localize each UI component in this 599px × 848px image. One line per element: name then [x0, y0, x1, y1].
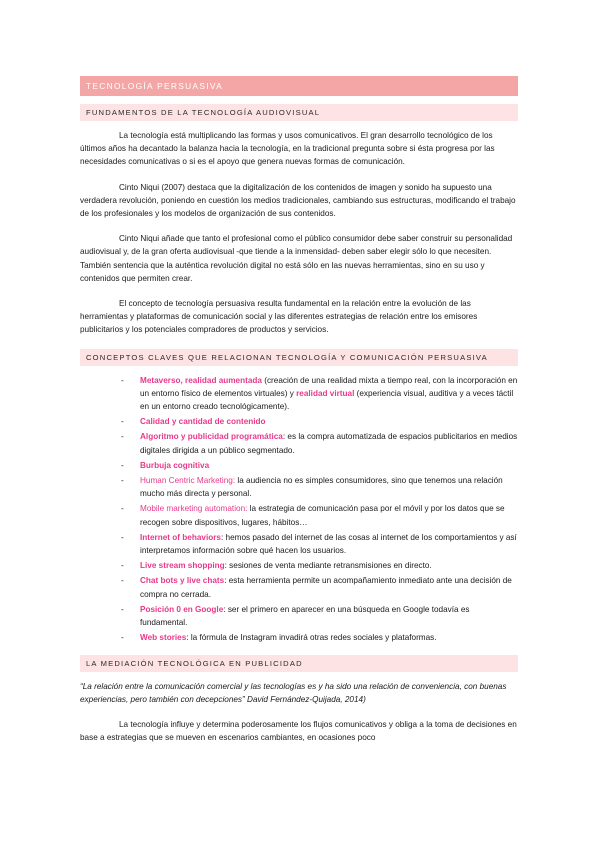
section-title-mediacion: LA MEDIACIÓN TECNOLÓGICA EN PUBLICIDAD — [80, 655, 518, 672]
list-item — [80, 631, 518, 644]
list-item — [80, 415, 518, 428]
list-dash: - — [121, 417, 124, 427]
concept-term: Human Centric Marketing: — [140, 476, 236, 486]
concept-term: Algoritmo y publicidad programática — [140, 432, 283, 442]
quote: “La relación entre la comunicación comercial y las tecnologías es y ha sido una relación de conveniencia, con buenas experiencias, pero también con decepciones” David Fernández-Quijada, 2014) — [80, 681, 507, 704]
list-item — [80, 459, 518, 472]
concept-text: (creación de una realidad mixta a tiempo real, con la incorporación en un entorno físico de elementos virtuales) y — [140, 375, 518, 398]
concept-term: Live stream shopping — [140, 561, 225, 571]
concept-term: realidad virtual — [296, 388, 355, 398]
concept-text: : sesiones de venta mediante retransmisiones en directo. — [224, 561, 432, 571]
concept-term: Chat bots y live chats — [140, 576, 225, 586]
list-dash: - — [121, 460, 124, 470]
list-dash: - — [121, 576, 124, 586]
paragraph: La tecnología está multiplicando las formas y usos comunicativos. El gran desarrollo tecnológico de los últimos años ha decantado la balanza hacia la tecnología, en la tradicional pregunta sobre si ésta progresa por las necesidades comunicativas o si es el apoyo que genera nuevas formas de comunicación. — [80, 131, 495, 167]
paragraph: Cinto Niqui añade que tanto el profesional como el público consumidor debe saber construir su personalidad audiovisual y, de la gran oferta audiovisual -que tiende a la inmensidad- deben saber elegir sólo lo que necesiten. También sentencia que la auténtica revolución digital no está sólo en las nuevas herramientas, sino en su uso y contenidos que permiten crear. — [80, 234, 513, 283]
paragraph: El concepto de tecnología persuasiva resulta fundamental en la relación entre la evolución de las herramientas y plataformas de comunicación social y las diferentes estrategias de relación entre los emisores publicitarios y los potenciales compradores de productos y servicios. — [80, 299, 478, 335]
list-dash: - — [121, 476, 124, 486]
concept-text: : ser el primero en aparecer en una búsqueda en Google todavía es fundamental. — [140, 604, 470, 628]
concept-term: Web stories — [140, 633, 187, 643]
list-item — [80, 574, 518, 600]
list-dash: - — [121, 432, 124, 442]
concept-term: Burbuja cognitiva — [140, 460, 210, 470]
concept-text: : es la compra automatizada de espacios publicitarios en medios digitales dirigida a un público segmentado. — [140, 432, 518, 455]
list-item — [80, 474, 518, 500]
list-dash: - — [121, 633, 124, 643]
list-item — [80, 430, 518, 456]
concept-term: Mobile marketing automation: — [140, 504, 248, 514]
concept-term: Internet of behaviors — [140, 532, 221, 542]
list-item — [80, 531, 518, 557]
section-title-fundamentos: FUNDAMENTOS DE LA TECNOLOGÍA AUDIOVISUAL — [80, 104, 518, 121]
concept-term: Posición 0 en Google — [140, 604, 224, 614]
concept-text: la audiencia no es simples consumidores, sino que tenemos una relación mucho más directa y personal. — [140, 476, 503, 499]
list-item — [80, 374, 518, 414]
list-item — [80, 502, 518, 528]
paragraph: La tecnología influye y determina poderosamente los flujos comunicativos y obliga a la toma de decisiones en base a estrategias que se mueven en escenarios cambiantes, en ocasiones poco — [80, 719, 517, 743]
concept-text: : hemos pasado del internet de las cosas al internet de los comportamientos y así interpretamos información sobre qué hacen los usuarios. — [140, 532, 517, 556]
section-title-conceptos: CONCEPTOS CLAVES QUE RELACIONAN TECNOLOGÍA Y COMUNICACIÓN PERSUASIVA — [80, 349, 518, 366]
list-dash: - — [121, 375, 124, 385]
list-dash: - — [121, 532, 124, 542]
concept-term: Metaverso, realidad aumentada — [140, 375, 262, 385]
list-item — [80, 559, 518, 572]
main-title: TECNOLOGÍA PERSUASIVA — [80, 76, 518, 96]
concepts-list — [80, 374, 518, 645]
paragraph: Cinto Niqui (2007) destaca que la digitalización de los contenidos de imagen y sonido ha supuesto una verdadera revolución, poniendo en cuestión los medios tradicionales, cambiando sus estructuras, modificando el trabajo de los profesionales y los modelos de organización de sus contenidos. — [80, 182, 516, 219]
concept-text: : la fórmula de Instagram invadirá otras redes sociales y plataformas. — [186, 633, 437, 643]
list-dash: - — [121, 504, 124, 514]
list-item — [80, 603, 518, 629]
list-dash: - — [121, 561, 124, 571]
concept-text: (experiencia visual, auditiva y a veces táctil en un entorno creado tecnológicamente). — [140, 388, 514, 412]
concept-text: : esta herramienta permite un acompañamiento inmediato ante una decisión de compra no cerrada. — [140, 576, 512, 599]
list-dash: - — [121, 604, 124, 614]
concept-term: Calidad y cantidad de contenido — [140, 417, 266, 427]
document-content — [80, 76, 518, 756]
concept-text: la estrategia de comunicación pasa por el móvil y por los datos que se recogen sobre dispositivos, lugares, hábitos… — [140, 504, 505, 527]
